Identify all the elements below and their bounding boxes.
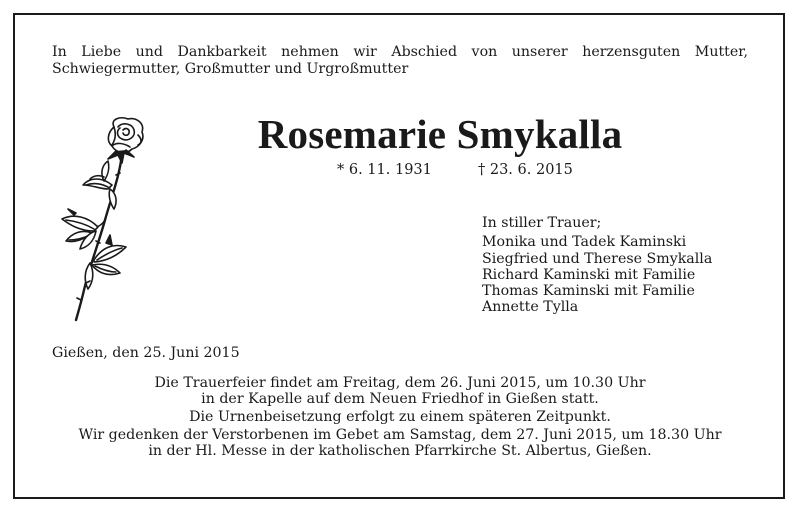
intro-text [52, 44, 748, 78]
note-line: Wir gedenken der Verstorbenen im Gebet am Samstag, dem 27. Juni 2015, um 18.30 Uhr [78, 427, 722, 443]
intro-line-1: In Liebe und Dankbarkeit nehmen wir Abschied von unserer herzensguten Mutter, [52, 44, 748, 60]
place-date: Gießen, den 25. Juni 2015 [52, 345, 240, 361]
birth-date: * 6. 11. 1931 [337, 162, 432, 178]
mourners-lead: In stiller Trauer; [482, 215, 602, 231]
intro-line-2: Schwiegermutter, Großmutter und Urgroßmutter [52, 61, 409, 77]
deceased-name: Rosemarie Smykalla [257, 111, 623, 157]
mourner-name: Thomas Kaminski mit Familie [482, 283, 695, 300]
mourner-name: Richard Kaminski mit Familie [482, 266, 696, 283]
mourner-name: Annette Tylla [482, 299, 579, 316]
note-line: in der Kapelle auf dem Neuen Friedhof in Gießen statt. [201, 391, 599, 407]
rose-icon [50, 115, 150, 323]
note-line: Die Urnenbeisetzung erfolgt zu einem späteren Zeitpunkt. [189, 409, 611, 425]
note-line: Die Trauerfeier findet am Freitag, dem 26. Juni 2015, um 10.30 Uhr [154, 375, 646, 391]
service-notes [40, 375, 760, 459]
mourners-block [482, 215, 712, 316]
note-line: in der Hl. Messe in der katholischen Pfarrkirche St. Albertus, Gießen. [148, 443, 652, 459]
death-date: † 23. 6. 2015 [478, 162, 573, 178]
mourner-name: Siegfried und Therese Smykalla [482, 250, 713, 267]
mourner-name: Monika und Tadek Kaminski [482, 234, 687, 251]
